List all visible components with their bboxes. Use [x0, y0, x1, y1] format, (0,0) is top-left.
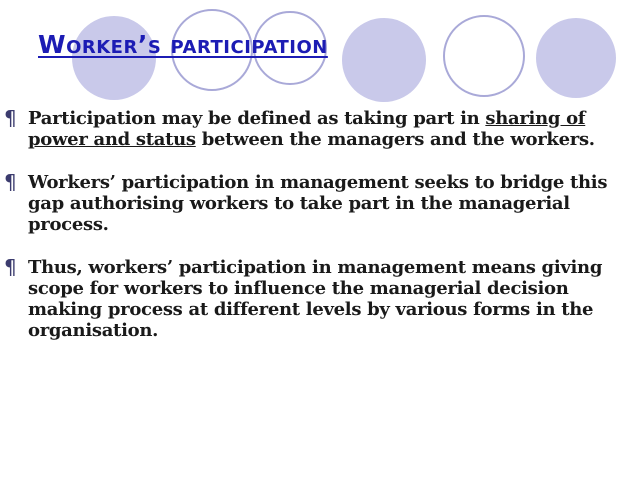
pilcrow-bullet-icon: ¶	[4, 170, 17, 194]
decorative-circle	[536, 18, 616, 98]
bullet-text-part: between the managers and the workers.	[195, 129, 595, 150]
bullet-item	[4, 108, 632, 150]
slide-title: Worker’s participation	[38, 30, 328, 59]
pilcrow-bullet-icon: ¶	[4, 106, 17, 130]
bullet-text: Thus, workers’ participation in management means giving scope for workers to influence the managerial decision making process at different levels by various forms in the organisation.	[28, 257, 603, 341]
pilcrow-bullet-icon: ¶	[4, 255, 17, 279]
bullet-text	[28, 108, 632, 150]
bullet-text: Workers’ participation in management seeks to bridge this gap authorising workers to take part in the managerial process.	[28, 172, 608, 235]
underlined-phrase: sharing of power and status	[28, 108, 586, 150]
decorative-circle	[342, 18, 426, 102]
bullet-list	[4, 108, 632, 363]
bullet-item	[4, 257, 632, 341]
bullet-item	[4, 172, 632, 235]
bullet-text-part: Participation may be defined as taking part in	[28, 108, 486, 129]
decorative-circle	[444, 16, 524, 96]
